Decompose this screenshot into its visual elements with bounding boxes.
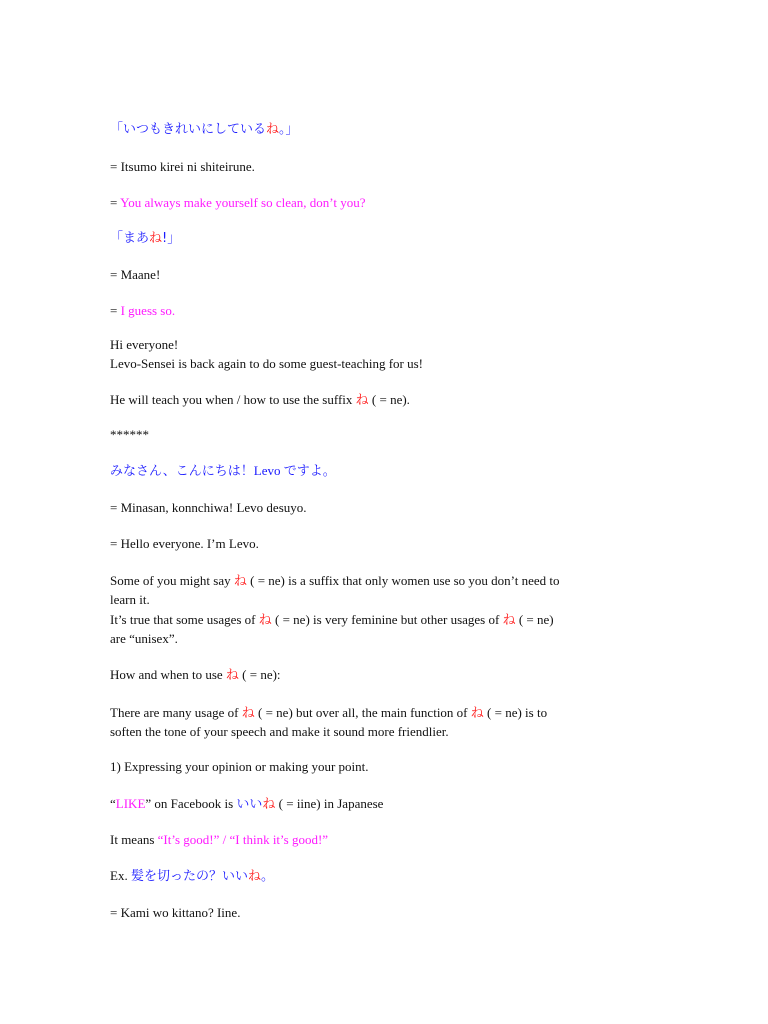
meaning-line <box>110 831 328 849</box>
point-1-heading: 1) Expressing your opinion or making your point. <box>110 759 369 774</box>
paragraph-1-line-1 <box>110 572 560 591</box>
text-part: How and when to use <box>110 667 226 682</box>
text-part: ( = ne) <box>515 612 554 627</box>
suffix-line <box>110 391 410 410</box>
translation-text: You always make yourself so clean, don’t you? <box>120 195 366 210</box>
paragraph-1-line-3 <box>110 611 554 630</box>
romaji-2: = Maane! <box>110 267 161 282</box>
quote-jp-1 <box>110 121 299 139</box>
text-part: ( = ne). <box>368 392 410 407</box>
quote-jp-2 <box>110 230 180 248</box>
equals-sign: = <box>110 195 121 210</box>
translation-1 <box>110 194 366 212</box>
ne-char: ね <box>502 613 516 628</box>
paragraph-1-line-4: are “unisex”. <box>110 631 178 646</box>
text-part: ” on Facebook is <box>145 796 237 811</box>
text-part: ( = iine) in Japanese <box>275 796 384 811</box>
jp-text: 「いつもきれいにしている <box>110 122 267 137</box>
jp-text: いい <box>236 797 263 812</box>
equals-sign: = <box>110 303 121 318</box>
ne-char: ね <box>225 668 239 683</box>
intro-line: Levo-Sensei is back again to do some guest-teaching for us! <box>110 356 423 371</box>
separator: ****** <box>110 427 149 442</box>
meaning-text: “It’s good!” / “I think it’s good!” <box>157 832 329 847</box>
translation-text: I guess so. <box>120 303 176 318</box>
jp-text: みなさん、こんにちは！ <box>110 464 254 479</box>
ne-char: ね <box>241 706 255 721</box>
romaji-4: = Kami wo kittano? Iine. <box>110 905 241 920</box>
text-part: Ex. <box>110 868 131 883</box>
text-part: There are many usage of <box>110 705 242 720</box>
ne-char: ね <box>262 797 276 812</box>
text-part: He will teach you when / how to use the suffix <box>110 392 356 407</box>
levo-text: Levo <box>253 463 284 478</box>
text-part: ( = ne) but over all, the main function of <box>254 705 471 720</box>
text-part: Some of you might say <box>110 573 234 588</box>
ne-char: ね <box>149 231 163 246</box>
ne-char: ね <box>258 613 272 628</box>
translation-3: = Hello everyone. I’m Levo. <box>110 536 259 551</box>
facebook-line <box>110 795 383 814</box>
jp-text: 髪を切ったの？いい <box>130 869 248 884</box>
example-line <box>110 867 274 886</box>
greeting-line: Hi everyone! <box>110 337 179 352</box>
text-part: ( = ne) is a suffix that only women use so you don’t need to <box>246 573 560 588</box>
ne-char: ね <box>266 122 280 137</box>
paragraph-2-line-1 <box>110 704 547 723</box>
ne-char: ね <box>355 393 369 408</box>
jp-text: 。」 <box>279 122 299 137</box>
like-text: LIKE <box>115 796 146 811</box>
jp-text: 。 <box>260 869 274 884</box>
ne-char: ね <box>470 706 484 721</box>
text-part: “ <box>110 796 116 811</box>
translation-2 <box>110 302 175 320</box>
romaji-1: = Itsumo kirei ni shiteirune. <box>110 159 255 174</box>
ne-char: ね <box>233 574 247 589</box>
paragraph-1-line-2: learn it. <box>110 592 150 607</box>
paragraph-2-line-2: soften the tone of your speech and make it sound more friendlier. <box>110 724 449 739</box>
jp-text: ですよ。 <box>283 464 336 479</box>
text-part: ( = ne) is very feminine but other usages of <box>271 612 503 627</box>
text-part: It means <box>110 832 158 847</box>
jp-text: !」 <box>162 231 181 246</box>
text-part: It’s true that some usages of <box>110 612 259 627</box>
ne-char: ね <box>247 869 261 884</box>
text-part: ( = ne): <box>238 667 281 682</box>
quote-jp-3 <box>110 462 336 481</box>
romaji-3: = Minasan, konnchiwa! Levo desuyo. <box>110 500 307 515</box>
jp-text: 「まあ <box>110 231 150 246</box>
text-part: ( = ne) is to <box>483 705 548 720</box>
section-heading <box>110 666 281 685</box>
